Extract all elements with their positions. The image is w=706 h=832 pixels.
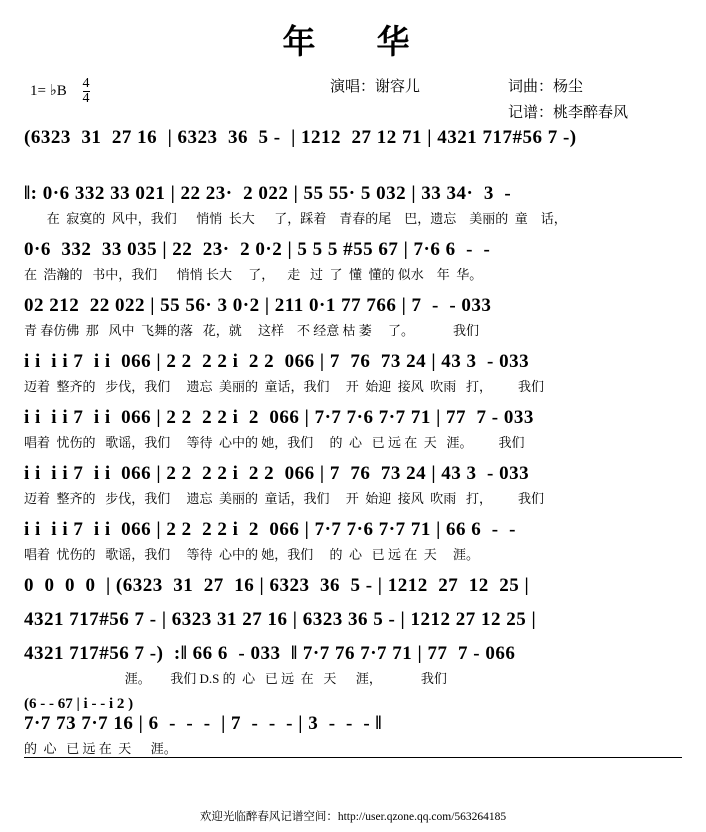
notation-line: ‖: 0·6 332 33 021 | 22 23· 2 022 | 55 55· 5 032 | 33 34· 3 - <box>24 183 512 204</box>
lyric-line: 在 寂寞的 风中，我们 悄悄 长大 了，踩着 青春的尾 巴，遗忘 美丽的 童 话， <box>24 211 567 226</box>
notation-line: 0 0 0 0 | (6323 31 27 16 | 6323 36 5 - | 1212 27 12 25 | <box>24 575 530 596</box>
footer-credit: 欢迎光临醉春风记谱空间：http://user.qzone.qq.com/563264185 <box>199 811 507 823</box>
lyric-line: 青 春仿佛 那 风中 飞舞的落 花，就 这样 不 经意 枯 萎 了。 我们 <box>24 323 480 338</box>
music-system-6 <box>24 405 682 461</box>
music-system-10 <box>24 607 682 641</box>
notation-line: i i i i 7 i i 066 | 2 2 2 2 i 2 2 066 | 7 76 73 24 | 43 3 - 033 <box>24 463 530 484</box>
lyric-line: 涯。 我们 D.S 的 心 已 远 在 天 涯， 我们 <box>24 671 447 686</box>
time-signature-numerator: 4 <box>82 76 90 91</box>
music-system-1 <box>24 125 682 181</box>
lyric-line: 在 浩瀚的 书中，我们 悄悄 长大 了， 走 过 了 懂 懂的 似水 年 华。 <box>24 267 483 282</box>
notation-line: i i i i 7 i i 066 | 2 2 2 2 i 2 066 | 7·7 7·6 7·7 71 | 77 7 - 033 <box>24 407 534 428</box>
notation-line: i i i i 7 i i 066 | 2 2 2 2 i 2 2 066 | 7 76 73 24 | 43 3 - 033 <box>24 351 530 372</box>
music-system-5 <box>24 349 682 405</box>
music-system-9 <box>24 573 682 607</box>
key-signature-text: 1= ♭B <box>30 82 67 99</box>
music-system-8 <box>24 517 682 573</box>
music-system-2 <box>24 181 682 237</box>
ossia-notation-line: (6 - - 67 | i - - i 2 ) <box>24 696 134 712</box>
lyric-line: 唱着 忧伤的 歌谣，我们 等待 心中的 她，我们 的 心 已 远 在 天 涯。 我们 <box>24 435 525 450</box>
composer-credit: 词曲：杨尘 <box>508 79 584 95</box>
lyric-line: 迈着 整齐的 步伐，我们 遗忘 美丽的 童话，我们 开 始迎 接风 吹雨 打， 我们 <box>24 491 545 506</box>
page-title: 年 华 <box>282 25 424 61</box>
header-meta <box>0 67 706 125</box>
music-system-11 <box>24 641 682 697</box>
time-signature <box>83 77 90 106</box>
music-system-4 <box>24 293 682 349</box>
music-system-7 <box>24 461 682 517</box>
music-system-12 <box>24 697 682 757</box>
notation-line: i i i i 7 i i 066 | 2 2 2 2 i 2 066 | 7·7 7·6 7·7 71 | 66 6 - - <box>24 519 516 540</box>
notation-line: (6323 31 27 16 | 6323 36 5 - | 1212 27 12 71 | 4321 717#56 7 -) <box>24 127 577 148</box>
singer-credit: 演唱：谢容儿 <box>330 79 421 95</box>
lyric-line: 唱着 忧伤的 歌谣，我们 等待 心中的 她，我们 的 心 已 远 在 天 涯。 <box>24 547 480 562</box>
lyric-line <box>24 153 682 175</box>
time-signature-denominator: 4 <box>82 91 90 106</box>
music-system-3 <box>24 237 682 293</box>
notation-line: 4321 717#56 7 - | 6323 31 27 16 | 6323 36 5 - | 1212 27 12 25 | <box>24 609 537 630</box>
notator-credit: 记谱：桃李醉春风 <box>508 105 629 121</box>
notation-line: 7·7 73 7·7 16 | 6 - - - | 7 - - - | 3 - - - ‖ <box>24 713 383 734</box>
notation-line: 02 212 22 022 | 55 56· 3 0·2 | 211 0·1 77 766 | 7 - - 033 <box>24 295 492 316</box>
notation-line: 4321 717#56 7 -) :‖ 66 6 - 033 ‖ 7·7 76 7·7 71 | 77 7 - 066 <box>24 643 516 664</box>
key-signature <box>30 77 90 106</box>
lyric-line: 迈着 整齐的 步伐，我们 遗忘 美丽的 童话，我们 开 始迎 接风 吹雨 打， 我们 <box>24 379 545 394</box>
lyric-line: 的 心 已 远 在 天 涯。 <box>24 741 177 756</box>
notation-line: 0·6 332 33 035 | 22 23· 2 0·2 | 5 5 5 #55 67 | 7·6 6 - - <box>24 239 491 260</box>
